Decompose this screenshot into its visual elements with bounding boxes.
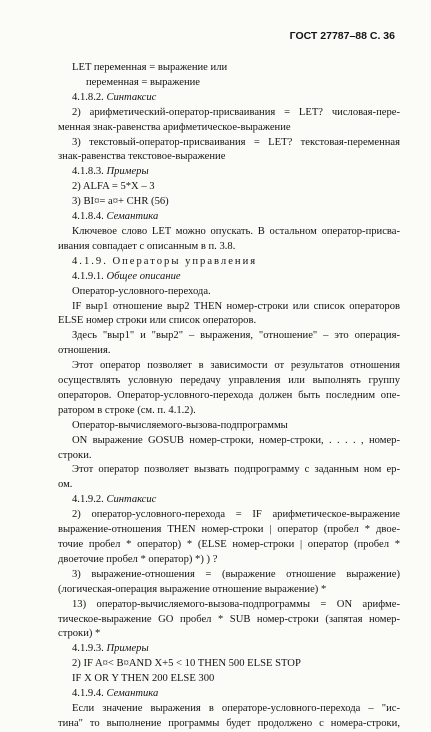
section-4-1-9-3-number bbox=[58, 642, 400, 657]
section-4-1-8-3-number bbox=[58, 165, 400, 180]
section-4-1-8-2-number bbox=[58, 91, 400, 106]
section-4-1-9-4-number bbox=[58, 687, 400, 702]
semantics-2: ивания совпадает с описанным в п. 3.8. bbox=[58, 240, 236, 252]
if-para-3: операторов. Оператор-условного-перехода должен быть последним опе- bbox=[58, 389, 400, 401]
ex-2-line-1: 2) IF A¤< B¤AND X+5 < 10 THEN 500 ELSE STOP bbox=[72, 658, 301, 670]
example-2: 2) ALFA = 5*X – 3 bbox=[72, 181, 155, 193]
syn-13-line-3: строки) * bbox=[58, 628, 101, 640]
if-form-2: ELSE номер строки или список операторов. bbox=[58, 315, 257, 327]
section-4-1-9-heading: 4.1.9. Операторы управления bbox=[72, 255, 258, 267]
syn-3-line-2: (логическая-операция выражение отношение выражение) * bbox=[58, 583, 327, 595]
section-number: 4.1.8.4. bbox=[72, 211, 104, 223]
syn-2-line-3: точие пробел * оператор) * (ELSE номер-строки | оператор (пробел * bbox=[58, 539, 400, 550]
section-4-1-9-1-number bbox=[58, 270, 400, 285]
section-number: 4.1.8.3. bbox=[72, 166, 104, 178]
gosub-title: Оператор-вычисляемого-вызова-подпрограммы bbox=[72, 419, 288, 431]
if-para-4: ратором в строке (см. п. 4.1.2). bbox=[58, 404, 196, 416]
section-title: Синтаксис bbox=[106, 91, 157, 103]
item-3-line-2: знак-равенства текстовое-выражение bbox=[58, 151, 226, 163]
example-3: 3) BI¤= a¤+ CHR (56) bbox=[72, 196, 169, 208]
sem-line-2: тина" то выполнение программы будет продолжено с номера-строки, bbox=[58, 717, 400, 729]
if-para-1: Этот оператор позволяет в зависимости от результатов отношения bbox=[72, 360, 400, 372]
if-para-2: осуществлять условную передачу управления или выполнять группу bbox=[58, 375, 400, 387]
document-body bbox=[58, 61, 400, 732]
gosub-desc-2: ом. bbox=[58, 479, 73, 491]
section-number: 4.1.9.3. bbox=[72, 643, 104, 655]
syn-13-line-2: тическое-выражение GO пробел * SUB номер-строки (запятая номер- bbox=[58, 613, 400, 625]
section-title: Примеры bbox=[106, 643, 149, 655]
section-number: 4.1.9.1. bbox=[72, 270, 104, 282]
syn-3-line-1: 3) выражение-отношения = (выражение отношение выражение) bbox=[72, 568, 400, 580]
page-header: ГОСТ 27787–88 С. 36 bbox=[289, 30, 395, 42]
section-number: 4.1.9.4. bbox=[72, 688, 104, 700]
semantics-1: Ключевое слово LET можно опускать. В остальном оператор-присва- bbox=[72, 225, 400, 237]
section-4-1-9-2-number bbox=[58, 493, 400, 508]
item-2-line-1: 2) арифметический-оператор-присваивания = LET? числовая-пере- bbox=[72, 106, 400, 118]
item-3-line-1: 3) текстовый-оператор-присваивания = LET? текстовая-переменная bbox=[72, 136, 400, 148]
sem-line-1: Если значение выражения в операторе-условного-перехода – "ис- bbox=[72, 702, 400, 714]
let-syntax-1: LET переменная = выражение или bbox=[72, 62, 228, 73]
section-title: Семантика bbox=[106, 211, 159, 223]
if-desc-2: отношения. bbox=[58, 345, 111, 357]
section-4-1-8-4-number bbox=[58, 210, 400, 225]
item-2-line-2: менная знак-равенства арифметическое-выражение bbox=[58, 121, 291, 133]
section-title: Семантика bbox=[106, 688, 159, 700]
if-form-1: IF выр1 отношение выр2 THEN номер-строки или список операторов bbox=[72, 300, 400, 312]
section-title: Общее описание bbox=[106, 270, 181, 282]
section-number: 4.1.9.2. bbox=[72, 494, 104, 506]
ex-2-line-2: IF X OR Y THEN 200 ELSE 300 bbox=[72, 673, 215, 685]
gosub-form-2: строки. bbox=[58, 449, 92, 461]
syn-2-line-4: двоеточие пробел * оператор) *) ) ? bbox=[58, 553, 218, 565]
if-operator-title: Оператор-условного-перехода. bbox=[72, 285, 211, 297]
section-title: Примеры bbox=[106, 166, 149, 178]
syn-13-line-1: 13) оператор-вычисляемого-вызова-подпрограммы = ON арифме- bbox=[72, 598, 400, 610]
let-syntax-2: переменная = выражение bbox=[86, 76, 201, 88]
if-desc-1: Здесь "выр1" и "выр2" – выражения, "отношение" – это операция- bbox=[72, 330, 400, 342]
section-title: Синтаксис bbox=[106, 494, 157, 506]
gosub-form-1: ON выражение GOSUB номер-строки, номер-строки, . . . . , номер- bbox=[72, 434, 400, 446]
syn-2-line-2: выражение-отношения THEN номер-строки | оператор (пробел * двое- bbox=[58, 524, 400, 536]
syn-2-line-1: 2) оператор-условного-перехода = IF арифметическое-выражение bbox=[72, 509, 400, 521]
gosub-desc-1: Этот оператор позволяет вызвать подпрограмму с заданным ном ер- bbox=[72, 464, 400, 476]
section-number: 4.1.8.2. bbox=[72, 91, 104, 103]
